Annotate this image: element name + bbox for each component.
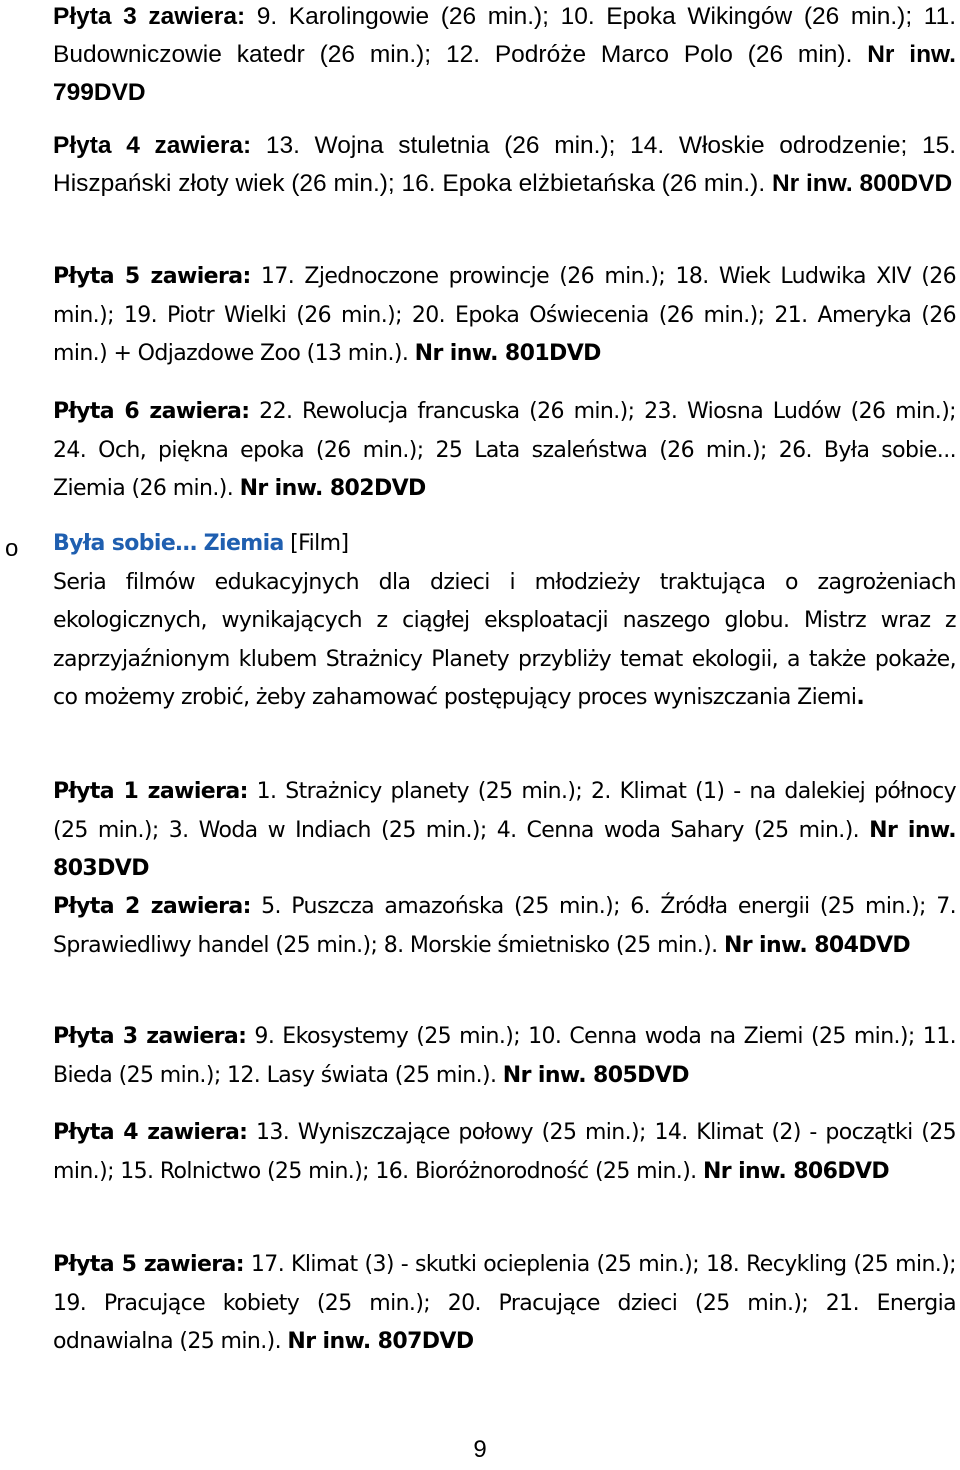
disc-1-entry [53,773,956,889]
page-number: 9 [473,1436,487,1463]
disc-3-entry-ziemia [53,1018,956,1095]
disc-label: Płyta 1 zawiera: [53,779,248,804]
disc-6-entry [53,393,956,509]
description-end: . [856,685,865,710]
disc-contents: 13. Wyniszczające połowy (25 min.); 14. Klimat (2) - początki (25 min.); 15. Rolnictwo (25 min.); 16. Bioróżnorodność (25 min.). [53,1120,956,1184]
inventory-number: Nr inw. 803DVD [53,817,956,881]
disc-2-entry [53,888,956,965]
disc-5-entry [53,258,956,374]
disc-label: Płyta 3 zawiera: [53,3,246,30]
disc-label: Płyta 6 zawiera: [53,399,250,424]
inventory-number: Nr inw. 801DVD [414,341,601,366]
disc-contents: 17. Klimat (3) - skutki ocieplenia (25 min.); 18. Recykling (25 min.); 19. Pracujące kobiety (25 min.); 20. Pracujące dzieci (25 min.); 21. Energia odnawialna (25 min.). [53,1252,956,1354]
disc-contents: 17. Zjednoczone prowincje (26 min.); 18. Wiek Ludwika XIV (26 min.); 19. Piotr Wielki (26 min.); 20. Epoka Oświecenia (26 min.); 21. Ameryka (26 min.) + Odjazdowe Zoo (13 min.). [53,264,956,366]
list-bullet: o [5,535,19,562]
inventory-number: Nr inw. 806DVD [702,1158,890,1184]
disc-label: Płyta 5 zawiera: [53,264,251,289]
disc-4-entry-ziemia [53,1114,956,1191]
inventory-number: Nr inw. 804DVD [723,932,911,958]
film-title: Była sobie… Ziemia [53,531,284,556]
disc-label: Płyta 3 zawiera: [53,1024,247,1049]
disc-label: Płyta 4 zawiera: [53,1120,248,1145]
disc-label: Płyta 5 zawiera: [53,1252,244,1277]
disc-4-entry [53,127,956,203]
disc-5-entry-ziemia [53,1246,956,1362]
inventory-number: Nr inw. 799DVD [53,41,956,106]
film-description-text: Seria filmów edukacyjnych dla dzieci i młodzieży traktująca o zagrożeniach ekologicznych, wynikających z ciągłej eksploatacji naszego globu. Mistrz wraz z zaprzyjaźnionym klubem Strażnicy Planety przybliży temat ekologii, a także pokaże, co możemy zrobić, żeby zahamować postępujący proces wyniszczania Ziemi [53,569,956,710]
disc-contents: 5. Puszcza amazońska (25 min.); 6. Źródła energii (25 min.); 7. Sprawiedliwy handel (25 min.); 8. Morskie śmietnisko (25 min.). [53,894,956,958]
disc-label: Płyta 2 zawiera: [53,894,251,919]
disc-contents: 9. Karolingowie (26 min.); 10. Epoka Wikingów (26 min.); 11. Budowniczowie katedr (26 min.); 12. Podróże Marco Polo (26 min). [53,3,956,68]
disc-label: Płyta 4 zawiera: [53,132,252,159]
inventory-number: Nr inw. 807DVD [287,1329,474,1354]
disc-3-entry [53,0,956,112]
film-description [53,525,956,718]
film-type: [Film] [283,531,349,556]
inventory-number: Nr inw. 802DVD [239,476,426,501]
disc-contents: 22. Rewolucja francuska (26 min.); 23. Wiosna Ludów (26 min.); 24. Och, piękna epoka (26 min.); 25 Lata szaleństwa (26 min.); 26. Była sobie... Ziemia (26 min.). [53,399,956,501]
inventory-number: Nr inw. 805DVD [502,1062,689,1088]
disc-contents: 13. Wojna stuletnia (26 min.); 14. Włoskie odrodzenie; 15. Hiszpański złoty wiek (26 min.); 16. Epoka elżbietańska (26 min.). [53,132,956,197]
disc-contents: 1. Strażnicy planety (25 min.); 2. Klimat (1) - na dalekiej północy (25 min.); 3. Woda w Indiach (25 min.); 4. Cenna woda Sahary (25 min.). [53,779,956,843]
inventory-number: Nr inw. 800DVD [771,170,953,197]
disc-contents: 9. Ekosystemy (25 min.); 10. Cenna woda na Ziemi (25 min.); 11. Bieda (25 min.); 12. Lasy świata (25 min.). [53,1024,956,1088]
